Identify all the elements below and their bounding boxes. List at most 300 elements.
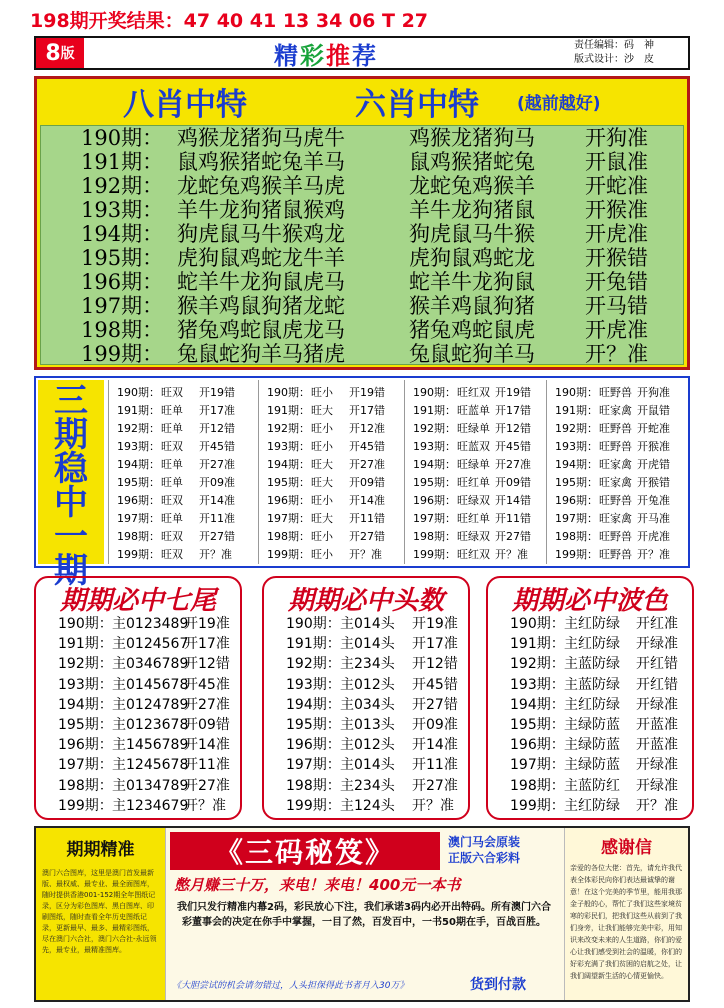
pick-row [547,438,697,456]
pick-row [405,528,555,546]
pick-row [109,402,259,420]
period-label: 191期： [413,404,456,417]
pick-row [109,510,259,528]
period-label: 197期： [510,757,565,774]
footer-left-panel [36,828,166,1000]
pick-row [405,510,555,528]
period-label: 196期： [267,494,310,507]
pick-row [488,776,692,797]
period-label: 194期： [555,458,598,471]
eight-zodiac-pick: 鼠鸡猴猪蛇兔羊马 [177,150,345,174]
pick-row [488,755,692,776]
pick-row [405,456,555,474]
pick-value: 旺绿双 [457,494,490,507]
period-label: 194期： [58,696,113,713]
pick-value: 旺单 [161,458,183,471]
period-label: 190期： [510,616,565,632]
pick-row [488,614,692,635]
draw-result: 开17准 [199,404,235,417]
three-period-column [546,380,688,564]
period-label: 195期： [267,476,310,489]
draw-result: 开27准 [349,458,385,471]
pick-value: 旺野兽 [599,440,632,453]
label-char: 期 [54,551,88,591]
period-label: 198期： [58,777,113,794]
zodiac-row [41,342,685,366]
pick-row [36,675,240,696]
zodiac-section [34,76,690,370]
period-label: 193期： [81,198,164,222]
draw-result: 开猴准 [637,440,670,453]
draw-result: 开鼠准 [585,150,648,174]
eight-zodiac-pick: 兔鼠蛇狗羊马猪虎 [177,342,345,366]
draw-result: 开兔准 [637,494,670,507]
footer-center-panel [168,828,562,1000]
draw-result: 开11准 [412,757,458,774]
draw-result: 开12错 [412,656,458,673]
footer-left-title: 期期精准 [66,839,135,860]
pick-value: 旺蓝双 [457,440,490,453]
six-zodiac-pick: 兔鼠蛇狗羊马 [409,342,535,366]
draw-result: 开09准 [199,476,235,489]
draw-result: 开17错 [349,404,385,417]
pick-value: 旺野兽 [599,548,632,561]
pick-value: 主124头 [340,797,395,814]
zodiac-row [41,222,685,246]
pick-value: 旺双 [161,530,183,543]
draw-result: 开？准 [412,797,454,814]
period-label: 190期： [286,616,341,632]
eight-zodiac-pick: 虎狗鼠鸡蛇龙牛羊 [177,246,345,270]
pick-row [547,528,697,546]
pick-row [547,546,697,564]
period-label: 191期： [267,404,310,417]
pick-row [405,438,555,456]
period-label: 190期： [267,386,310,399]
period-label: 193期： [286,676,341,693]
pick-row [264,735,468,756]
period-label: 198期： [555,530,598,543]
pick-value: 旺红双 [457,386,490,399]
draw-result: 开红准 [636,616,678,632]
draw-result: 开27错 [495,530,531,543]
pick-value: 旺双 [161,548,183,561]
draw-result: 开蓝准 [636,717,678,733]
draw-result: 开19准 [184,616,230,632]
period-label: 192期： [286,656,341,673]
pick-row [259,456,409,474]
pick-value: 旺小 [311,548,333,561]
period-label: 197期： [286,757,341,774]
pick-row [109,420,259,438]
period-label: 195期： [286,717,341,733]
pick-row [264,614,468,635]
six-zodiac-pick: 虎狗鼠鸡蛇龙 [409,246,535,270]
pick-row [488,695,692,716]
period-label: 190期： [117,386,160,399]
draw-result: 开09准 [412,717,458,733]
period-label: 197期： [117,512,160,525]
period-label: 196期： [510,737,565,754]
pick-row [259,474,409,492]
period-label: 192期： [510,656,565,673]
pick-row [259,420,409,438]
draw-result: 开马准 [637,512,670,525]
draw-result: 开19准 [412,616,458,632]
period-label: 199期： [555,548,598,561]
period-label: 194期： [510,696,565,713]
pick-value: 主234头 [340,777,395,794]
six-zodiac-pick: 狗虎鼠马牛猴 [409,222,535,246]
period-label: 198期： [510,777,565,794]
pick-row [405,420,555,438]
pick-value: 旺双 [161,386,183,399]
pick-row [488,796,692,817]
pick-row [405,546,555,564]
eight-zodiac-pick: 羊牛龙狗猪鼠猴鸡 [177,198,345,222]
draw-result: 开09错 [184,717,230,733]
draw-result: 开45错 [495,440,531,453]
zodiac-row [41,318,685,342]
pick-value: 旺野兽 [599,386,632,399]
pick-row [259,492,409,510]
draw-result: 开红错 [636,656,678,673]
period-label: 190期： [58,616,113,632]
pick-row [488,675,692,696]
label-char: 三 [54,381,88,421]
pick-value: 主0134789 [112,777,189,794]
period-label: 195期： [81,246,164,270]
eight-zodiac-pick: 龙蛇兔鸡猴羊马虎 [177,174,345,198]
period-label: 191期： [510,636,565,653]
pick-row [259,402,409,420]
pick-value: 主1456789 [112,737,189,754]
three-period-label [38,380,104,591]
period-label: 193期： [510,676,565,693]
period-label: 195期： [58,717,113,733]
pick-row [36,634,240,655]
period-label: 195期： [117,476,160,489]
period-label: 197期： [413,512,456,525]
draw-result: 开09错 [349,476,385,489]
draw-result: 开虎准 [637,530,670,543]
six-zodiac-pick: 蛇羊牛龙狗鼠 [409,270,535,294]
pick-row [405,474,555,492]
draw-result: 开12错 [199,422,235,435]
pick-value: 旺单 [161,512,183,525]
pick-row [547,474,697,492]
cash-on-delivery-label: 货到付款 [470,977,526,993]
label-char: 一 [54,517,88,557]
pick-value: 主014头 [340,757,395,774]
pick-row [547,420,697,438]
draw-result: 开11错 [349,512,385,525]
three-period-column [404,380,546,564]
pick-value: 旺红单 [457,512,490,525]
zodiac-section-title [37,79,687,123]
draw-result: 开？准 [637,548,670,561]
pick-value: 主234头 [340,656,395,673]
draw-result: 开14准 [184,737,230,754]
draw-result: 开兔错 [585,270,648,294]
pick-value: 旺野兽 [599,494,632,507]
pick-value: 旺大 [311,476,333,489]
period-label: 193期： [267,440,310,453]
period-label: 195期： [413,476,456,489]
draw-result: 开12错 [184,656,230,673]
period-label: 196期： [555,494,598,507]
title-char: 荐 [352,41,378,70]
draw-result: 开19错 [349,386,385,399]
pick-value: 旺小 [311,440,333,453]
period-label: 194期： [413,458,456,471]
period-label: 199期： [267,548,310,561]
title-char: 推 [326,41,352,70]
draw-result: 开虎准 [585,222,648,246]
label-char: 稳 [54,449,88,489]
pick-value: 主0346789 [112,656,189,673]
pick-row [264,796,468,817]
pick-value: 旺野兽 [599,422,632,435]
pick-value: 主0124789 [112,696,189,713]
period-label: 199期： [58,797,113,814]
period-label: 191期： [58,636,113,653]
zodiac-row [41,174,685,198]
pick-row [547,384,697,402]
draw-result: 开12准 [349,422,385,435]
pick-value: 主蓝防红 [564,777,620,794]
period-label: 198期： [81,318,164,342]
pick-value: 旺红双 [457,548,490,561]
pick-value: 旺蓝单 [457,404,490,417]
period-label: 191期： [286,636,341,653]
draw-result: 开红错 [636,676,678,693]
period-label: 192期： [555,422,598,435]
eight-zodiac-pick: 鸡猴龙猪狗马虎牛 [177,126,345,150]
pick-value: 旺大 [311,512,333,525]
draw-result: 开猴准 [585,198,648,222]
zodiac-subtitle: (越前越好) [517,93,601,114]
period-label: 192期： [58,656,113,673]
pick-value: 主034头 [340,696,395,713]
six-zodiac-title: 六肖中特 [355,86,479,123]
draw-result: 开狗准 [585,126,648,150]
pick-row [264,634,468,655]
hotline-slogan: 憋月赚三十万，来电！来电！400元一本书 [174,876,461,894]
period-label: 190期： [555,386,598,399]
pick-row [109,456,259,474]
period-label: 196期： [286,737,341,754]
pick-value: 主红防绿 [564,797,620,814]
pick-row [109,492,259,510]
draw-result: 开17错 [495,404,531,417]
pick-value: 主红防绿 [564,616,620,632]
pick-row [264,776,468,797]
pick-row [547,402,697,420]
draw-result: 开绿准 [636,696,678,713]
thank-you-text: 亲爱的各位大佬：首先，请允许我代表全体彩民向你们表达最诚挚的谢意！在这个完美的季节里，能用我那金子般的心，帮忙了我们这些家境贫寒的彩民们，把我们这些从前到了我们身旁，让我们能够完美中彩，用知识来改变未来的人生道路，你们的爱心让我们感受到社会的温暖，你们的好彩充满了我们贫困的启航之处，让我们阔望新生活的心情更愉快。 [570,864,682,980]
period-label: 191期： [81,150,164,174]
draw-result: 开14错 [495,494,531,507]
seven-tail-section [34,576,242,820]
pick-value: 旺家禽 [599,476,632,489]
pick-value: 旺单 [161,422,183,435]
period-label: 191期： [117,404,160,417]
six-zodiac-pick: 猪兔鸡蛇鼠虎 [409,318,535,342]
draw-result: 开绿准 [636,636,678,653]
zodiac-row [41,294,685,318]
draw-result: 开17准 [412,636,458,653]
pick-value: 旺单 [161,476,183,489]
pick-row [36,755,240,776]
label-char: 中 [54,483,88,523]
pick-value: 主013头 [340,717,395,733]
pick-value: 旺绿单 [457,458,490,471]
pick-value: 旺野兽 [599,530,632,543]
zodiac-row [41,126,685,150]
zodiac-row [41,150,685,174]
pick-value: 主012头 [340,737,395,754]
draw-result: 开27错 [412,696,458,713]
pick-row [109,474,259,492]
pick-value: 旺红单 [457,476,490,489]
pick-value: 主012头 [340,676,395,693]
draw-result: 开14准 [412,737,458,754]
period-label: 192期： [81,174,164,198]
period-label: 192期： [117,422,160,435]
pick-value: 主红防绿 [564,696,620,713]
box-title: 期期必中七尾 [59,585,216,616]
three-period-column [258,380,404,564]
pick-row [109,546,259,564]
pick-value: 主0123489 [112,616,189,632]
pick-value: 旺绿单 [457,422,490,435]
draw-result: 开猴错 [637,476,670,489]
source-line: 澳门马会原装 [448,835,521,849]
draw-result: 开27准 [184,696,230,713]
period-label: 198期： [267,530,310,543]
pick-value: 旺家禽 [599,404,632,417]
pick-value: 旺单 [161,404,183,417]
pick-row [264,654,468,675]
pick-row [264,755,468,776]
pick-value: 主0124567 [112,636,189,653]
wave-color-section [486,576,694,820]
six-zodiac-pick: 鸡猴龙猪狗马 [409,126,535,150]
eight-zodiac-title: 八肖中特 [123,86,247,123]
pick-value: 主0123678 [112,717,189,733]
period-label: 199期： [413,548,456,561]
head-number-section [262,576,470,820]
draw-result: 开12错 [495,422,531,435]
eight-zodiac-pick: 蛇羊牛龙狗鼠虎马 [177,270,345,294]
period-label: 192期： [413,422,456,435]
pick-value: 主0145678 [112,676,189,693]
draw-result: 开11准 [184,757,230,774]
pick-value: 旺大 [311,458,333,471]
period-label: 190期： [81,126,164,150]
draw-result: 开马错 [585,294,648,318]
pick-row [264,715,468,736]
zodiac-row [41,246,685,270]
pick-row [109,384,259,402]
edition-number: 8 [45,40,61,66]
period-label: 193期： [413,440,456,453]
three-period-section [34,376,690,591]
pick-row [488,634,692,655]
draw-result: 开？准 [349,548,382,561]
draw-result: 开蓝准 [636,737,678,754]
title-char: 彩 [300,41,326,70]
pick-row [547,492,697,510]
pick-value: 主绿防蓝 [564,737,620,754]
draw-result: 开45错 [349,440,385,453]
source-line: 正版六合彩料 [448,851,521,865]
draw-result: 开？准 [636,797,678,814]
draw-result: 开绿准 [636,777,678,794]
box-title: 期期必中波色 [511,585,668,616]
pick-row [405,402,555,420]
draw-result: 开蛇准 [637,422,670,435]
period-label: 195期： [510,717,565,733]
pick-value: 旺绿双 [457,530,490,543]
pick-value: 旺大 [311,404,333,417]
pick-row [259,546,409,564]
draw-result: 开19错 [495,386,531,399]
zodiac-row [41,270,685,294]
draw-result: 开蛇准 [585,174,648,198]
pick-row [36,776,240,797]
pick-value: 主红防绿 [564,636,620,653]
six-zodiac-pick: 龙蛇兔鸡猴羊 [409,174,535,198]
pick-row [36,715,240,736]
draw-result: 开27错 [199,530,235,543]
period-label: 194期： [117,458,160,471]
draw-result: 开？准 [585,342,648,366]
pick-row [36,735,240,756]
page-title [84,36,568,71]
editor-credits [568,39,688,67]
period-label: 193期： [58,676,113,693]
page-header [34,36,690,70]
draw-result: 开鼠错 [637,404,670,417]
period-label: 190期： [413,386,456,399]
pick-row [36,695,240,716]
draw-result: 开45错 [412,676,458,693]
three-period-column [108,380,258,564]
pick-value: 主014头 [340,616,395,632]
footer-left-text: 澳门六合图库，这里是澳门首发最新版、最权威、最专业、最全面图库，随时提供香港001-152期全年图纸记录，区分为彩色图库、黑白图库、印刷图纸，随时查看全年历史图纸记录，更新最早、最多、最精彩图纸，尽在澳门六合社，澳门六合社-永远领先，最专业，最精准图库。 [42,869,157,954]
pick-value: 旺双 [161,494,183,507]
edition-badge [36,38,84,68]
draw-result: 开14准 [199,494,235,507]
period-label: 198期： [117,530,160,543]
three-code-banner: 《三码秘笈》 [170,832,440,870]
box-title: 期期必中头数 [287,585,444,616]
draw-result: 开虎错 [637,458,670,471]
pick-value: 主014头 [340,636,395,653]
pick-value: 旺家禽 [599,512,632,525]
title-char: 精 [274,41,300,70]
ad-body-text: 我们只发行精准内幕2码，彩民放心下注，我们承诺3码内必开出特码。所有澳门六合彩董事会的决定在你手中掌握，一目了然，百发百中，一书50期在手，百战百胜。 [177,902,551,928]
ad-note: 《大胆尝试的机会请勿错过，人头担保得此书者月入30万》 [172,981,409,991]
pick-row [109,528,259,546]
draw-result: 开？准 [199,548,232,561]
editor-line: 责任编辑：码 神 [574,40,654,51]
draw-result: 开虎准 [585,318,648,342]
draw-result: 开19错 [199,386,235,399]
draw-result: 开11准 [199,512,235,525]
